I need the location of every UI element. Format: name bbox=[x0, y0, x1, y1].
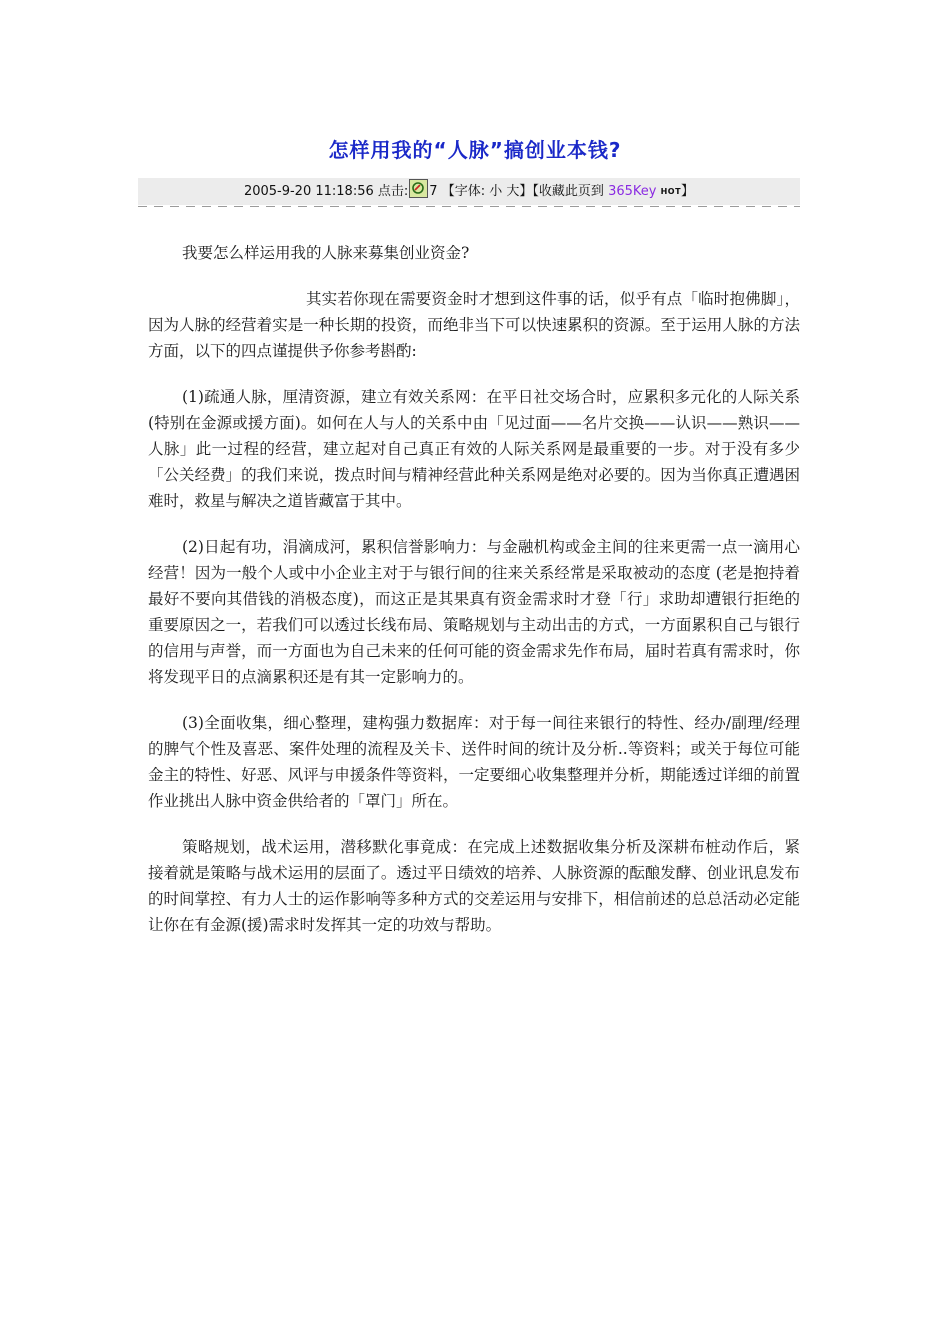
click-count: 7 bbox=[429, 184, 438, 199]
paragraph-point-2: (2)日起有功，涓滴成河，累积信誉影响力：与金融机构或金主间的往来更需一点一滴用心经营！因为一般个人或中小企业主对于与银行间的往来关系经常是采取被动的态度 (老是抱持着最好不要向其借钱的消极态度)，而这正是其果真有资金需求时才登「行」求助却遭银行拒绝的重要原因之一，若我们可以透过长线布局、策略规划与主动出击的方式，一方面累积自己与银行的信用与声誉，而一方面也为自己未来的任何可能的资金需求先作布局，届时若真有需求时，你将发现平日的点滴累积还是有其一定影响力的。 bbox=[148, 538, 800, 686]
article-body bbox=[148, 240, 800, 958]
click-counter-icon bbox=[409, 179, 428, 198]
paragraph-question: 我要怎么样运用我的人脉来募集创业资金? bbox=[182, 244, 470, 262]
dashed-divider bbox=[138, 206, 800, 207]
paragraph-intro: 其实若你现在需要资金时才想到这件事的话，似乎有点「临时抱佛脚」，因为人脉的经营着实是一种长期的投资，而绝非当下可以快速累积的资源。至于运用人脉的方法方面，以下的四点谨提供予你参考斟酌: bbox=[148, 290, 800, 360]
font-large-link[interactable]: 大 bbox=[506, 184, 520, 199]
click-label: 点击: bbox=[377, 184, 409, 199]
bookmark-bracket-close: 】 bbox=[681, 184, 695, 199]
article-title: 怎样用我的“人脉”搞创业本钱? bbox=[328, 138, 622, 162]
font-bracket-close: 】 bbox=[519, 184, 533, 199]
hot-badge: HOT bbox=[660, 187, 682, 196]
font-size-label: 【字体: bbox=[441, 184, 486, 199]
paragraph-point-3: (3)全面收集，细心整理，建构强力数据库：对于每一间往来银行的特性、经办/副理/经理的脾气个性及喜恶、案件处理的流程及关卡、送件时间的统计及分析..等资料；或关于每位可能金主的特性、好恶、风评与申援条件等资料，一定要细心收集整理并分析，期能透过详细的前置作业挑出人脉中资金供给者的「罩门」所在。 bbox=[148, 714, 800, 810]
article-meta-bar bbox=[138, 178, 800, 205]
paragraph-point-1: (1)疏通人脉，厘清资源，建立有效关系网：在平日社交场合时，应累积多元化的人际关系 (特别在金源或援方面)。如何在人与人的关系中由「见过面——名片交换——认识——熟识——人脉」此一过程的经营，建立起对自己真正有效的人际关系网是最重要的一步。对于没有多少「公关经费」的我们来说，拨点时间与精神经营此种关系网是绝对必要的。因为当你真正遭遇困难时，救星与解决之道皆藏富于其中。 bbox=[148, 388, 800, 510]
paragraph-point-4: 策略规划，战术运用，潜移默化事竟成：在完成上述数据收集分析及深耕布桩动作后，紧接着就是策略与战术运用的层面了。透过平日绩效的培养、人脉资源的酝酿发酵、创业讯息发布的时间掌控、有力人士的运作影响等多种方式的交差运用与安排下，相信前述的总总活动必定能让你在有金源(援)需求时发挥其一定的功效与帮助。 bbox=[148, 838, 800, 934]
bookmark-prefix: 【收藏此页到 bbox=[532, 184, 604, 199]
bookmark-365key-link[interactable]: 365Key bbox=[608, 184, 657, 199]
font-small-link[interactable]: 小 bbox=[489, 184, 503, 199]
publish-datetime: 2005-9-20 11:18:56 bbox=[243, 184, 374, 199]
